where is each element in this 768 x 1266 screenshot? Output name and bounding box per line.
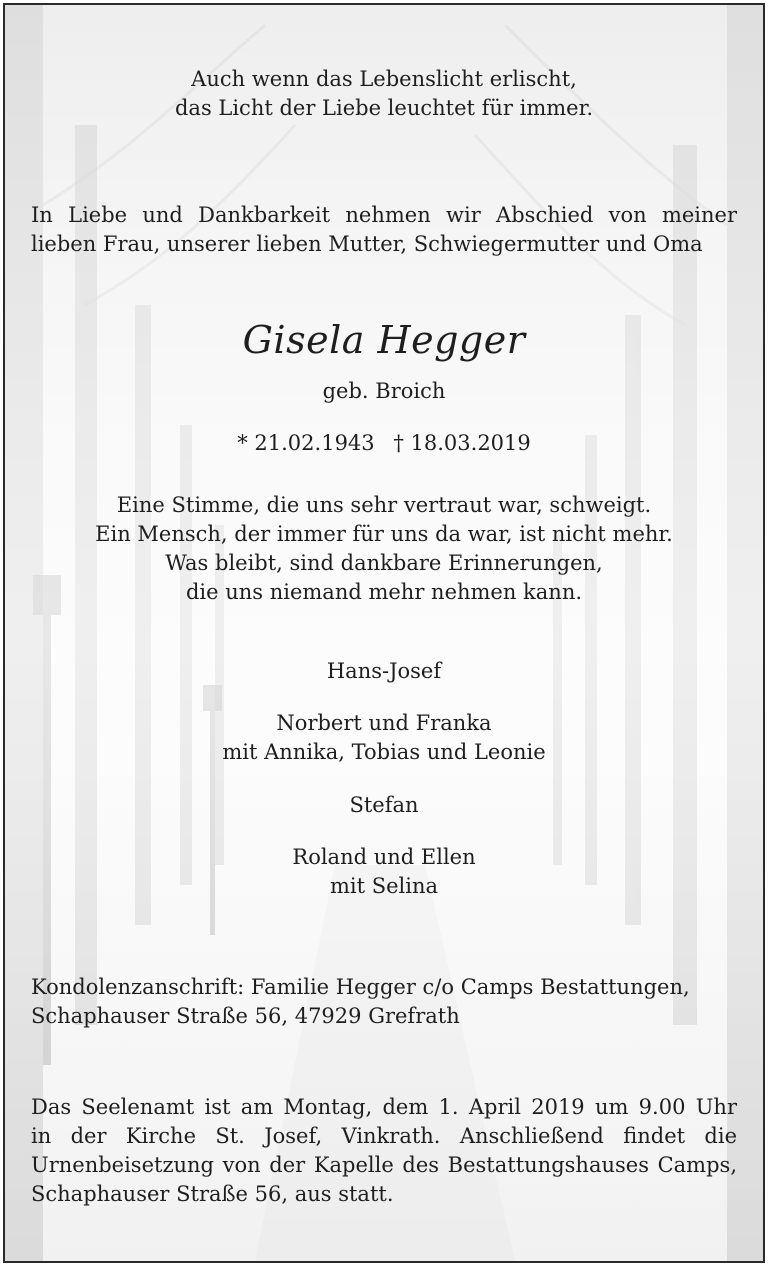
maiden-name <box>31 377 737 406</box>
intro-line: lieben Frau, unserer lieben Mutter, Schwiegermutter und Oma <box>31 232 703 256</box>
verse-line: das Licht der Liebe leuchtet für immer. <box>174 96 594 120</box>
mourner-line: Stefan <box>349 793 419 817</box>
condolence-line: Kondolenzanschrift: Familie Hegger c/o Camps Bestattungen, <box>31 975 690 999</box>
life-dates <box>31 429 737 458</box>
service-line: Das Seelenamt ist am Montag, dem 1. April 2019 um 9.00 Uhr <box>31 1095 737 1119</box>
poem-line: Ein Mensch, der immer für uns da war, ist nicht mehr. <box>95 522 673 546</box>
deceased-name <box>31 317 737 363</box>
poem-line: Was bleibt, sind dankbare Erinnerungen, <box>165 551 603 575</box>
mourner-1 <box>31 657 737 686</box>
poem-line: Eine Stimme, die uns sehr vertraut war, schweigt. <box>116 493 652 517</box>
deceased-name-text: Gisela Hegger <box>242 318 526 362</box>
service-notice <box>31 1093 737 1209</box>
opening-verse <box>31 65 737 123</box>
maiden-name-text: geb. Broich <box>322 379 446 403</box>
death-date: † 18.03.2019 <box>393 431 531 455</box>
mourner-3 <box>31 791 737 820</box>
condolence-address <box>31 973 737 1031</box>
service-line: in der Kirche St. Josef, Vinkrath. Anschließend findet die <box>31 1124 737 1148</box>
mourner-line: mit Annika, Tobias und Leonie <box>222 740 546 764</box>
obituary-card <box>3 3 765 1263</box>
mourner-4 <box>31 843 737 901</box>
farewell-intro <box>31 201 737 259</box>
condolence-line: Schaphauser Straße 56, 47929 Grefrath <box>31 1004 460 1028</box>
intro-line: In Liebe und Dankbarkeit nehmen wir Abschied von meiner <box>31 203 737 227</box>
verse-line: Auch wenn das Lebenslicht erlischt, <box>191 67 577 91</box>
service-line: Schaphauser Straße 56, aus statt. <box>31 1182 394 1206</box>
memorial-poem <box>31 491 737 607</box>
mourner-2 <box>31 709 737 767</box>
birth-date: * 21.02.1943 <box>237 431 375 455</box>
poem-line: die uns niemand mehr nehmen kann. <box>185 580 583 604</box>
service-line: Urnenbeisetzung von der Kapelle des Bestattungshauses Camps, <box>31 1153 737 1177</box>
mourner-line: Norbert und Franka <box>276 711 492 735</box>
mourner-line: mit Selina <box>329 874 439 898</box>
mourner-line: Roland und Ellen <box>292 845 476 869</box>
mourner-line: Hans-Josef <box>326 659 442 683</box>
